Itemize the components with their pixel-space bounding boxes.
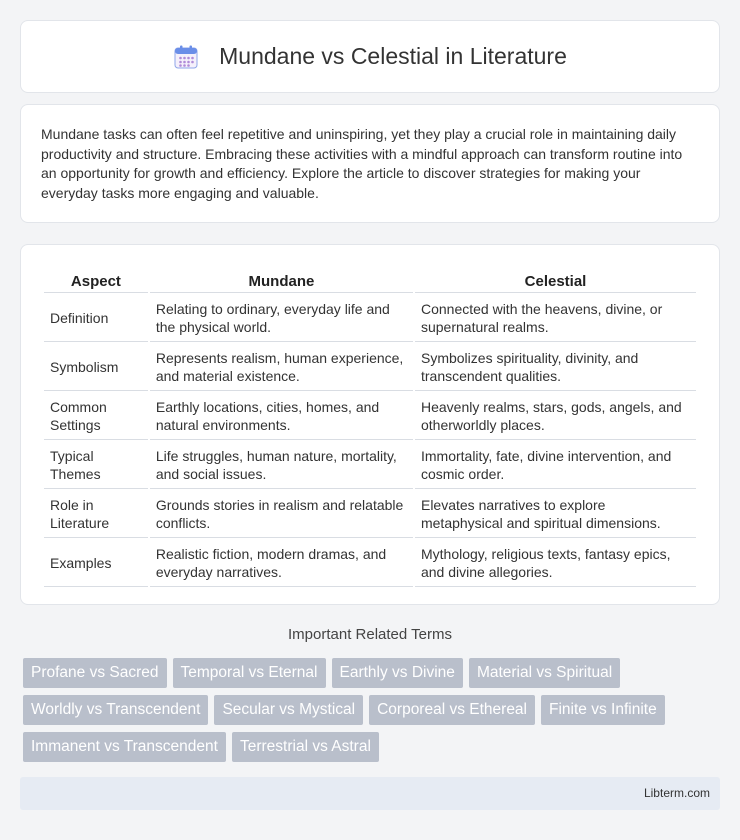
intro-text: Mundane tasks can often feel repetitive and uninspiring, yet they play a crucial role in maintaining daily productivity and structure. Embracing these activities with a mindful approach can transform routine into an opportunity for growth and efficiency. Explore the article to discover strategies for making your everyday tasks more engaging and valuable. (41, 126, 683, 201)
table-row (44, 344, 696, 391)
header-mundane: Mundane (150, 267, 413, 293)
cell-mundane: Earthly locations, cities, homes, and natural environments. (150, 393, 413, 440)
cell-celestial: Mythology, religious texts, fantasy epics, and divine allegories. (415, 540, 696, 587)
related-term-link[interactable]: Secular vs Mystical (214, 695, 363, 725)
cell-mundane: Life struggles, human nature, mortality, and social issues. (150, 442, 413, 489)
cell-celestial: Connected with the heavens, divine, or supernatural realms. (415, 295, 696, 342)
table-row (44, 540, 696, 587)
related-term-link[interactable]: Finite vs Infinite (541, 695, 665, 725)
header-card (20, 20, 720, 93)
table-row (44, 393, 696, 440)
calendar-icon (173, 44, 199, 70)
cell-celestial: Immortality, fate, divine intervention, and cosmic order. (415, 442, 696, 489)
related-term-link[interactable]: Immanent vs Transcendent (23, 732, 226, 762)
header-inner (173, 43, 567, 70)
cell-aspect: Typical Themes (44, 442, 148, 489)
header-aspect: Aspect (44, 267, 148, 293)
footer-site-link[interactable]: Libterm.com (643, 786, 710, 800)
intro-card (20, 104, 720, 223)
table-row (44, 295, 696, 342)
cell-celestial: Heavenly realms, stars, gods, angels, and otherworldly places. (415, 393, 696, 440)
related-term-link[interactable]: Worldly vs Transcendent (23, 695, 208, 725)
cell-aspect: Common Settings (44, 393, 148, 440)
cell-aspect: Role in Literature (44, 491, 148, 538)
related-term-link[interactable]: Earthly vs Divine (332, 658, 463, 688)
header-celestial: Celestial (415, 267, 696, 293)
comparison-table (42, 265, 698, 589)
cell-mundane: Relating to ordinary, everyday life and the physical world. (150, 295, 413, 342)
related-terms-list (23, 658, 723, 769)
footer (20, 777, 720, 810)
related-terms-title: Important Related Terms (288, 626, 452, 643)
cell-aspect: Examples (44, 540, 148, 587)
table-row (44, 491, 696, 538)
related-term-link[interactable]: Temporal vs Eternal (173, 658, 326, 688)
cell-mundane: Represents realism, human experience, and material existence. (150, 344, 413, 391)
cell-aspect: Symbolism (44, 344, 148, 391)
comparison-table-card (20, 244, 720, 605)
related-term-link[interactable]: Terrestrial vs Astral (232, 732, 379, 762)
related-term-link[interactable]: Profane vs Sacred (23, 658, 167, 688)
table-header-row (44, 267, 696, 293)
cell-mundane: Realistic fiction, modern dramas, and everyday narratives. (150, 540, 413, 587)
cell-celestial: Symbolizes spirituality, divinity, and transcendent qualities. (415, 344, 696, 391)
table-row (44, 442, 696, 489)
cell-aspect: Definition (44, 295, 148, 342)
cell-celestial: Elevates narratives to explore metaphysical and spiritual dimensions. (415, 491, 696, 538)
related-term-link[interactable]: Corporeal vs Ethereal (369, 695, 535, 725)
related-term-link[interactable]: Material vs Spiritual (469, 658, 620, 688)
page-title: Mundane vs Celestial in Literature (219, 43, 567, 69)
cell-mundane: Grounds stories in realism and relatable conflicts. (150, 491, 413, 538)
